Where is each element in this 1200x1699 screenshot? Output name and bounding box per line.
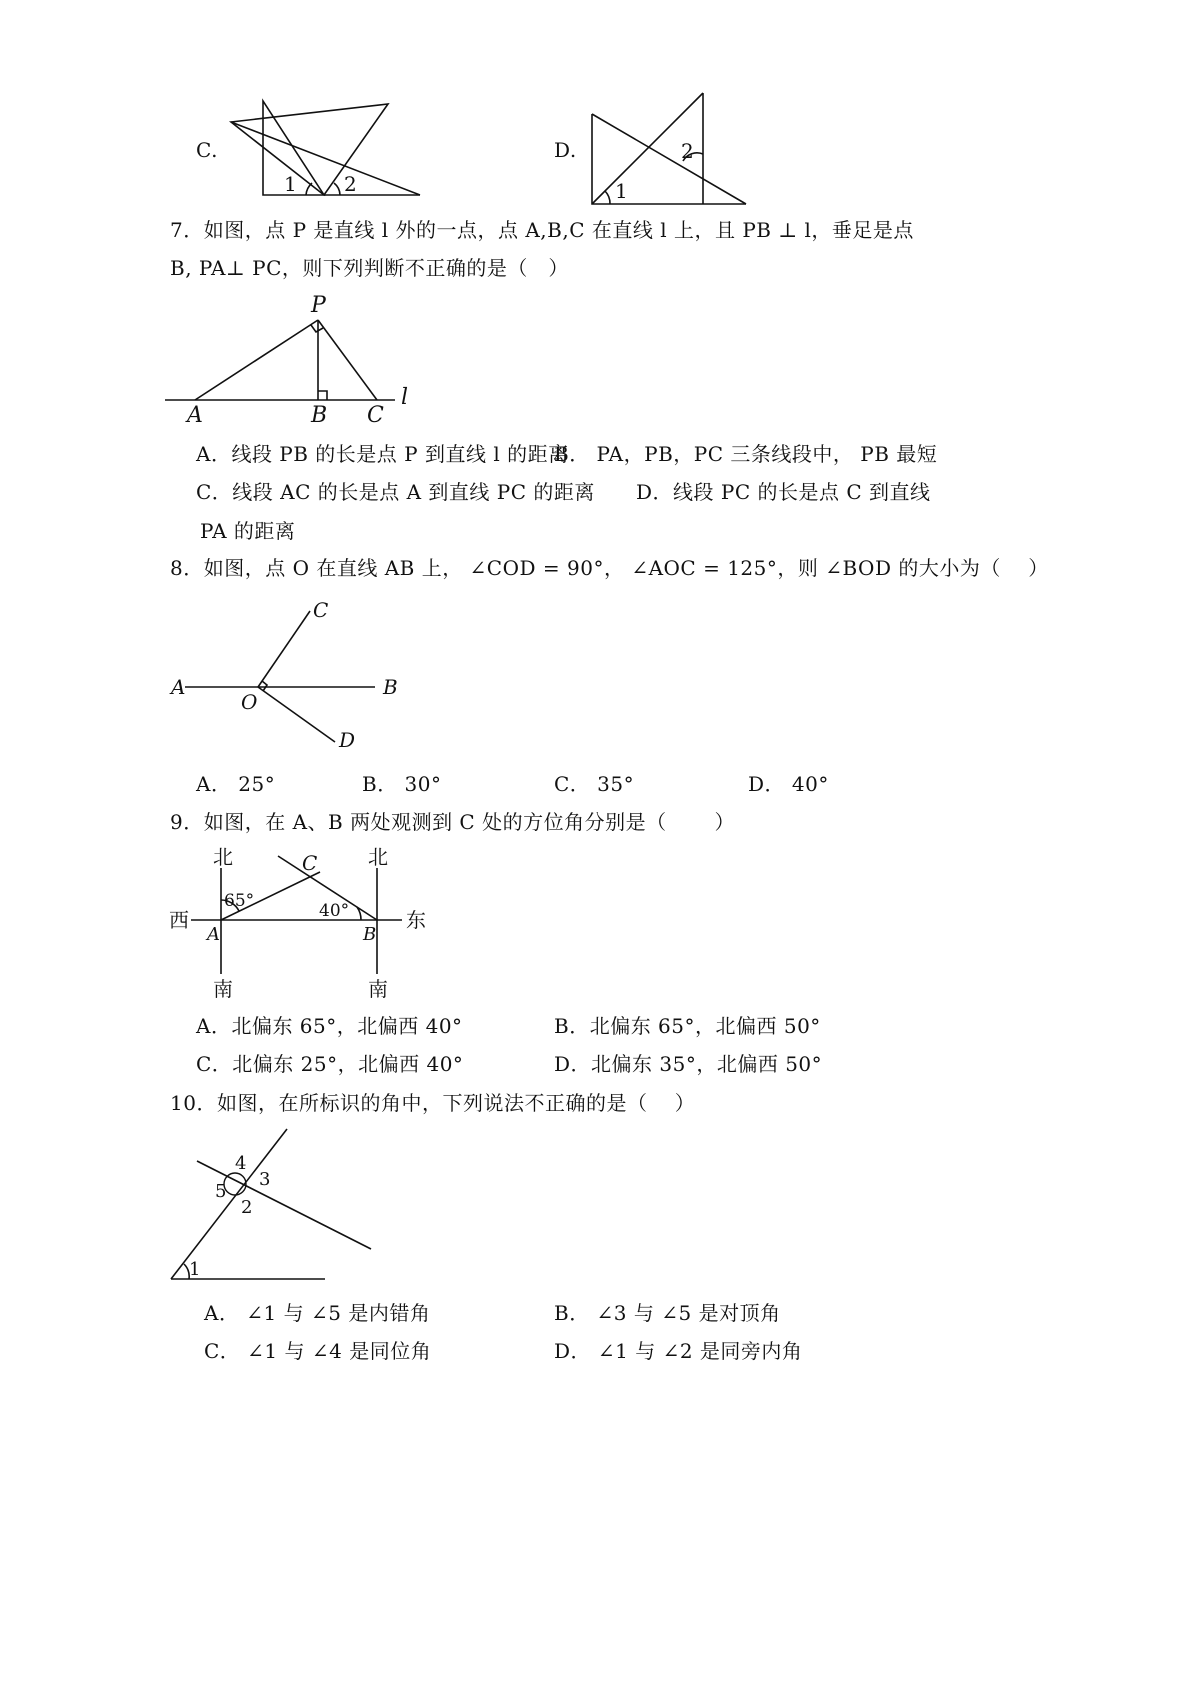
q9-label-A: A xyxy=(207,924,220,945)
q7-option-d-continued: PA 的距离 xyxy=(200,519,296,543)
q7-segment-PC xyxy=(318,320,377,400)
q10-slant-line xyxy=(171,1129,287,1279)
q10-transversal-line xyxy=(197,1161,371,1249)
q9-south-B: 南 xyxy=(368,977,388,1001)
q10-option-c: C． ∠1 与 ∠4 是同位角 xyxy=(204,1339,432,1363)
q9-stem: 9．如图，在 A、B 两处观测到 C 处的方位角分别是（ ） xyxy=(170,810,735,834)
q7-label-l: l xyxy=(401,385,409,410)
q9-angle-label-A: 65° xyxy=(224,891,255,911)
q9-label-C: C xyxy=(302,851,318,875)
q6-option-c-label: C. xyxy=(196,138,218,162)
q9-angle-label-B: 40° xyxy=(319,901,350,921)
q9-north-A: 北 xyxy=(213,845,233,869)
q7-option-b: B． PA，PB，PC 三条线段中， PB 最短 xyxy=(554,442,938,466)
q10-angle-2: 2 xyxy=(241,1197,253,1218)
q9-south-A: 南 xyxy=(213,977,233,1001)
q6-option-d-label: D. xyxy=(554,138,577,162)
q8-option-d: D． 40° xyxy=(748,772,829,796)
q9-label-B: B xyxy=(363,924,377,945)
q8-label-C: C xyxy=(313,598,329,622)
q8-option-c: C． 35° xyxy=(554,772,635,796)
q9-option-a: A．北偏东 65°，北偏西 40° xyxy=(196,1014,463,1038)
q7-label-A: A xyxy=(187,403,203,428)
q7-stem-line2: B, PA⊥ PC，则下列判断不正确的是（ ） xyxy=(170,256,569,280)
q10-angle-3: 3 xyxy=(259,1169,271,1190)
q10-option-a: A． ∠1 与 ∠5 是内错角 xyxy=(204,1301,431,1325)
q8-label-O: O xyxy=(241,690,258,714)
q9-option-b: B．北偏东 65°，北偏西 50° xyxy=(554,1014,821,1038)
q6c-crossing-line xyxy=(231,104,388,195)
q6-figure-d xyxy=(585,88,755,208)
q8-figure xyxy=(165,595,415,755)
q7-figure xyxy=(165,292,425,427)
q7-label-P: P xyxy=(311,293,326,318)
q6-figure-c xyxy=(220,95,430,205)
q6c-angle2-label: 2 xyxy=(344,172,357,196)
q9-east: 东 xyxy=(406,908,426,932)
q8-option-b: B． 30° xyxy=(362,772,442,796)
q6c-long-side xyxy=(231,122,420,195)
q8-label-B: B xyxy=(383,675,398,699)
q7-label-B: B xyxy=(311,403,328,428)
q10-option-d: D． ∠1 与 ∠2 是同旁内角 xyxy=(554,1339,803,1363)
q7-option-a: A．线段 PB 的长是点 P 到直线 l 的距离 xyxy=(196,442,569,466)
q10-angle-4: 4 xyxy=(235,1153,247,1174)
q9-west: 西 xyxy=(169,908,189,932)
q6c-angle1-label: 1 xyxy=(284,172,297,196)
q6d-angle1-label: 1 xyxy=(615,179,628,203)
q7-option-c: C．线段 AC 的长是点 A 到直线 PC 的距离 xyxy=(196,480,595,504)
q10-stem: 10．如图，在所标识的角中，下列说法不正确的是（ ） xyxy=(170,1091,696,1115)
q8-ray-OD xyxy=(258,687,335,742)
q6c-angle2-arc xyxy=(334,183,340,195)
q8-label-A: A xyxy=(171,675,186,699)
q8-ray-OC xyxy=(258,611,310,687)
q9-figure xyxy=(165,840,440,1005)
q10-angle-5: 5 xyxy=(215,1181,227,1202)
q7-label-C: C xyxy=(367,403,384,428)
q10-angle-1: 1 xyxy=(189,1259,201,1280)
q7-option-d: D．线段 PC 的长是点 C 到直线 xyxy=(636,480,931,504)
q7-right-angle-B xyxy=(318,391,327,400)
q10-option-b: B． ∠3 与 ∠5 是对顶角 xyxy=(554,1301,781,1325)
q9-option-c: C．北偏东 25°，北偏西 40° xyxy=(196,1052,464,1076)
q8-stem: 8．如图，点 O 在直线 AB 上， ∠COD = 90°， ∠AOC = 125°，则 ∠BOD 的大小为（ ） xyxy=(170,556,1049,580)
q7-right-angle-P xyxy=(311,325,323,332)
q8-option-a: A． 25° xyxy=(196,772,276,796)
q8-label-D: D xyxy=(339,728,356,752)
q6d-angle1-arc xyxy=(605,191,610,204)
q9-north-B: 北 xyxy=(368,845,388,869)
q9-option-d: D．北偏东 35°，北偏西 50° xyxy=(554,1052,823,1076)
q6d-angle2-label: 2 xyxy=(681,139,694,163)
q7-segment-PA xyxy=(195,320,318,400)
q6c-angle1-arc xyxy=(306,183,312,195)
q10-figure xyxy=(165,1125,385,1285)
q7-stem-line1: 7．如图，点 P 是直线 l 外的一点，点 A,B,C 在直线 l 上，且 PB ⊥ l，垂足是点 xyxy=(170,218,914,242)
